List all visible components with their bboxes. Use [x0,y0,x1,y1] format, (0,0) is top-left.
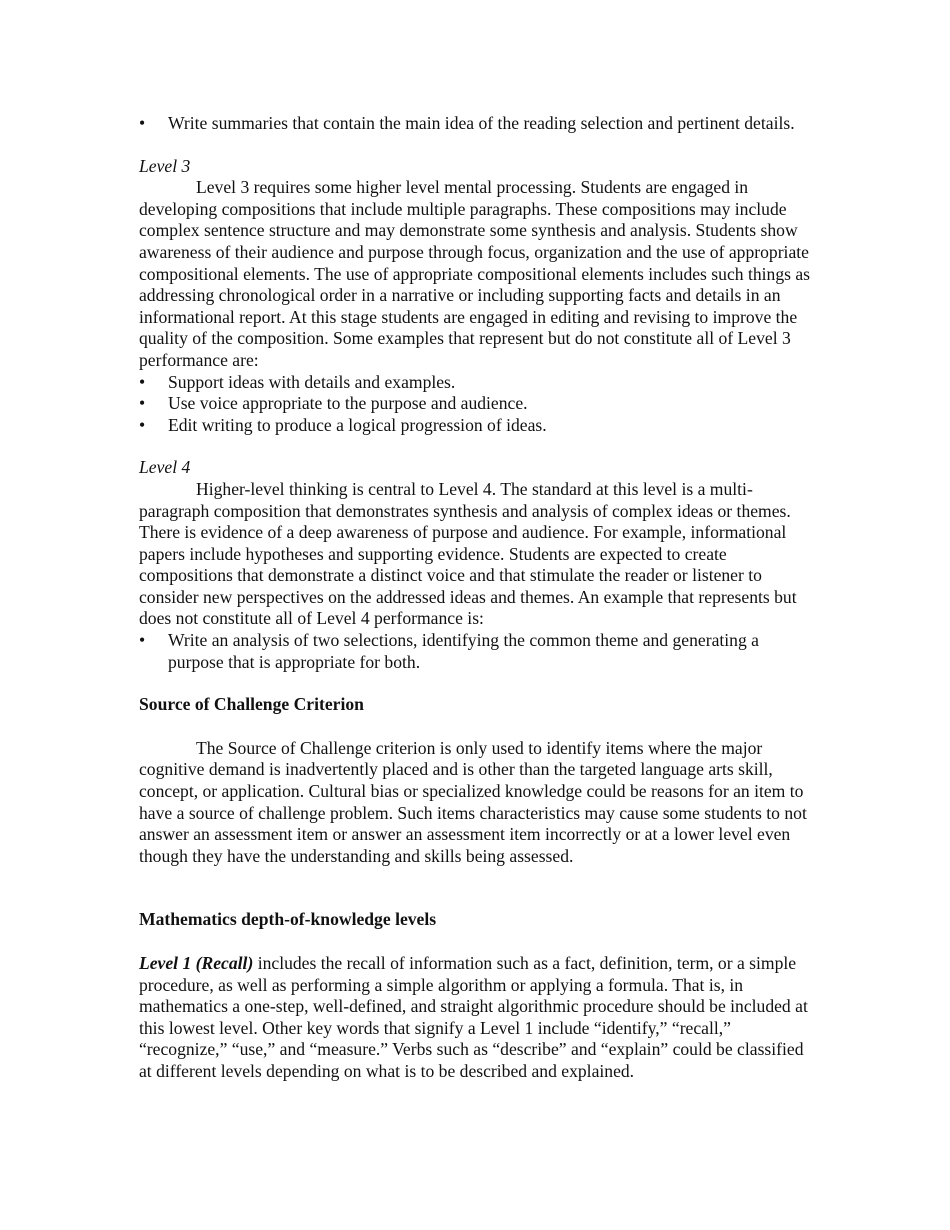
intro-bullet-list [139,113,811,135]
level-3-paragraph: Level 3 requires some higher level mental processing. Students are engaged in developing compositions that include multiple paragraphs. These compositions may include complex sentence structure and may demonstrate some synthesis and analysis. Students show awareness of their audience and purpose through focus, organization and the use of appropriate compositional elements. The use of appropriate compositional elements includes such things as addressing chronological order in a narrative or including supporting facts and details in an informational report. At this stage students are engaged in editing and revising to improve the quality of the composition. Some examples that represent but do not constitute all of Level 3 performance are: [139,177,811,370]
bullet-text: Edit writing to produce a logical progression of ideas. [168,414,547,435]
source-of-challenge-paragraph: The Source of Challenge criterion is only used to identify items where the major cognitive demand is inadvertently placed and is other than the targeted language arts skill, concept, or application. Cultural bias or specialized knowledge could be reasons for an item to have a source of challenge problem. Such items characteristics may cause some students to not answer an assessment item or answer an assessment item incorrectly or at a lower level even though they have the understanding and skills being assessed. [139,737,807,866]
bullet-text: Write summaries that contain the main idea of the reading selection and pertinent details. [168,113,795,133]
level-3-heading: Level 3 [139,155,191,176]
bullet-icon: • [139,414,146,435]
bullet-icon: • [139,113,146,133]
level-4-heading: Level 4 [139,457,191,478]
bullet-icon: • [139,630,146,651]
list-item [139,113,811,135]
bullet-text: Use voice appropriate to the purpose and audience. [168,393,528,414]
list-item [139,630,811,673]
bullet-icon: • [139,393,146,414]
page-content [139,113,811,1083]
source-of-challenge-heading: Source of Challenge Criterion [139,694,364,715]
bullet-icon: • [139,371,146,392]
level-4-bullet-list [139,630,811,673]
math-level-1-paragraph [139,953,811,1083]
bullet-text: Support ideas with details and examples. [168,371,456,392]
list-item [139,393,811,415]
list-item [139,372,811,394]
list-item [139,415,811,437]
bullet-text: Write an analysis of two selections, identifying the common theme and generating a purpose that is appropriate for both. [168,630,759,672]
level-4-paragraph: Higher-level thinking is central to Level 4. The standard at this level is a multi-paragraph composition that demonstrates synthesis and analysis of complex ideas or themes. There is evidence of a deep awareness of purpose and audience. For example, informational papers include hypotheses and supporting evidence. Students are expected to create compositions that demonstrate a distinct voice and that stimulate the reader or listener to consider new perspectives on the addressed ideas and themes. An example that represents but does not constitute all of Level 4 performance is: [139,478,797,629]
level-3-bullet-list [139,372,811,437]
math-level-1-text: includes the recall of information such as a fact, definition, term, or a simple procedure, as well as performing a simple algorithm or applying a formula. That is, in mathematics a one-step, well-defined, and straight algorithmic procedure should be included at this lowest level. Other key words that signify a Level 1 include “identify,” “recall,” “recognize,” “use,” and “measure.” Verbs such as “describe” and “explain” could be classified at different levels depending on what is to be described and explained. [139,953,808,1081]
math-level-1-label: Level 1 (Recall) [139,953,254,973]
math-dok-heading: Mathematics depth-of-knowledge levels [139,909,437,930]
